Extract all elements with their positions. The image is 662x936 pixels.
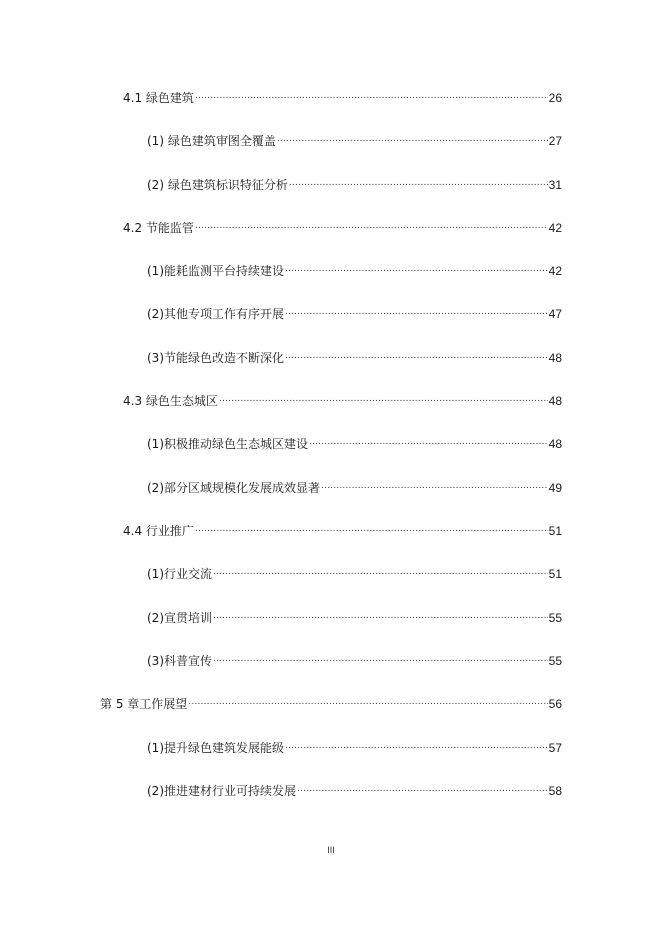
page-number-footer: III <box>327 845 335 855</box>
dot-leader <box>195 216 548 232</box>
toc-entry-title: (1)提升绿色建筑发展能级 <box>147 741 284 755</box>
toc-entry-page: 58 <box>548 784 562 798</box>
toc-entry[interactable] <box>123 86 562 105</box>
dot-leader <box>297 779 548 795</box>
toc-entry[interactable] <box>147 476 562 495</box>
dot-leader <box>213 562 548 578</box>
toc-entry-title: (2)推进建材行业可持续发展 <box>147 784 296 798</box>
toc-entry-page: 51 <box>548 524 562 538</box>
toc-entry-page: 48 <box>548 351 562 365</box>
toc-entry[interactable] <box>147 432 562 451</box>
toc-entry-page: 42 <box>548 264 562 278</box>
toc-entry[interactable] <box>100 692 562 711</box>
dot-leader <box>277 129 548 145</box>
toc-entry[interactable] <box>123 389 562 408</box>
toc-entry-title: (2)宣贯培训 <box>147 611 212 625</box>
toc-entry-page: 55 <box>548 611 562 625</box>
toc-entry[interactable] <box>147 779 562 798</box>
toc-entry[interactable] <box>147 649 562 668</box>
toc-entry[interactable] <box>123 519 562 538</box>
toc-entry-title: (2)部分区域规模化发展成效显著 <box>147 481 320 495</box>
toc-entry-title: 4.2 节能监管 <box>123 221 194 235</box>
toc-entry[interactable] <box>147 606 562 625</box>
toc-entry[interactable] <box>147 736 562 755</box>
toc-entry-page: 48 <box>548 437 562 451</box>
toc-entry[interactable] <box>147 302 562 321</box>
toc-entry-page: 42 <box>548 221 562 235</box>
dot-leader <box>309 432 548 448</box>
dot-leader <box>195 519 548 535</box>
toc-entry-page: 48 <box>548 394 562 408</box>
toc-entry-page: 56 <box>548 697 562 711</box>
toc-entry-title: 4.4 行业推广 <box>123 524 194 538</box>
toc-entry-title: (1) 绿色建筑审图全覆盖 <box>147 134 276 148</box>
toc-entry-title: (1)积极推动绿色生态城区建设 <box>147 437 308 451</box>
toc-entry-title: (3)节能绿色改造不断深化 <box>147 351 284 365</box>
toc-entry-page: 55 <box>548 654 562 668</box>
toc-entry-title: (3)科普宣传 <box>147 654 212 668</box>
dot-leader <box>285 302 548 318</box>
toc-entry[interactable] <box>147 259 562 278</box>
toc-entry[interactable] <box>147 562 562 581</box>
toc-entry-page: 49 <box>548 481 562 495</box>
toc-entry-page: 26 <box>548 91 562 105</box>
toc-entry-title: 第 5 章工作展望 <box>100 697 188 711</box>
dot-leader <box>289 173 548 189</box>
toc-entry[interactable] <box>147 346 562 365</box>
toc-entry-title: (2)其他专项工作有序开展 <box>147 307 284 321</box>
dot-leader <box>285 736 548 752</box>
toc-entry[interactable] <box>147 129 562 148</box>
toc-entry-page: 31 <box>548 178 562 192</box>
toc-entry[interactable] <box>147 173 562 192</box>
toc-entry-title: (1)行业交流 <box>147 567 212 581</box>
dot-leader <box>188 692 547 708</box>
toc-entry-title: 4.1 绿色建筑 <box>123 91 194 105</box>
dot-leader <box>285 259 548 275</box>
dot-leader <box>213 649 548 665</box>
dot-leader <box>213 606 548 622</box>
toc-entry-title: 4.3 绿色生态城区 <box>123 394 218 408</box>
toc-entry[interactable] <box>123 216 562 235</box>
dot-leader <box>195 86 548 102</box>
toc-entry-title: (1)能耗监测平台持续建设 <box>147 264 284 278</box>
toc-entry-page: 47 <box>548 307 562 321</box>
dot-leader <box>219 389 548 405</box>
toc-entry-page: 27 <box>548 134 562 148</box>
dot-leader <box>285 346 548 362</box>
toc-entry-page: 57 <box>548 741 562 755</box>
dot-leader <box>321 476 548 492</box>
toc-entry-title: (2) 绿色建筑标识特征分析 <box>147 178 288 192</box>
toc-entry-page: 51 <box>548 567 562 581</box>
